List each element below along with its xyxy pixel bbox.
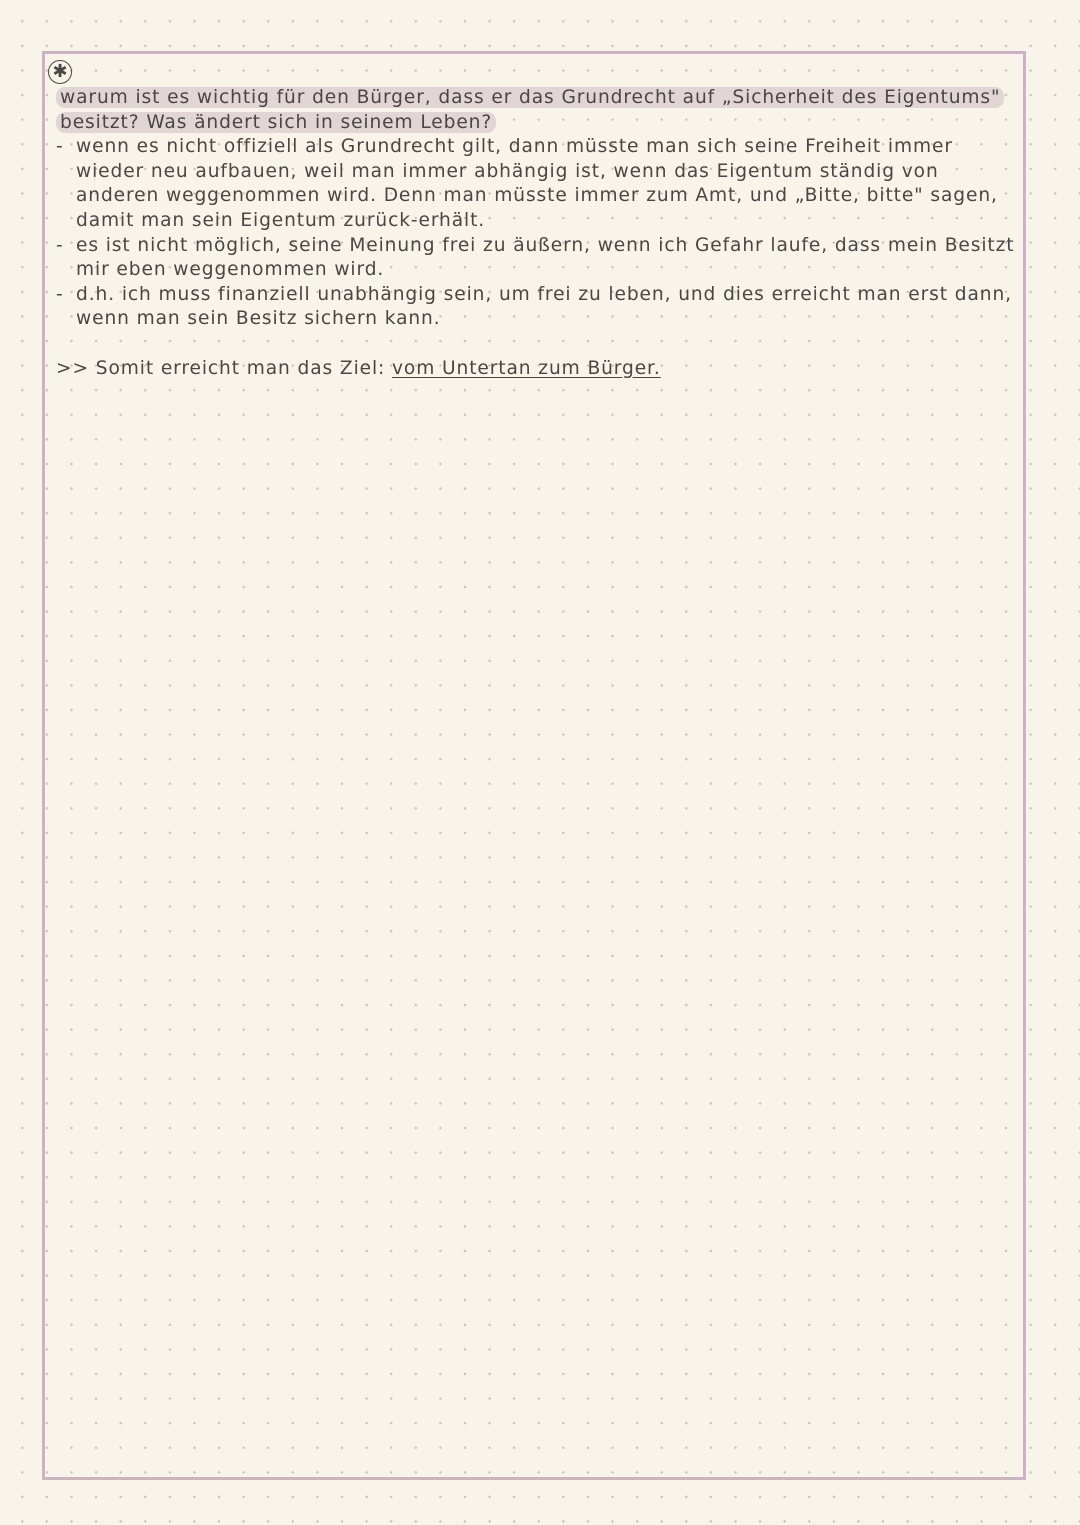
answer-item [56, 283, 1016, 332]
conclusion-goal: vom Untertan zum Bürger. [392, 357, 661, 379]
answer-item [56, 135, 1016, 233]
answer-list [56, 135, 1016, 332]
conclusion [56, 357, 1016, 382]
asterisk-circle-icon: ✱ [48, 60, 72, 84]
answer-text: wenn es nicht offiziell als Grundrecht gilt, dann müsste man sich seine Freiheit immer wieder neu aufbauen, weil man immer abhängig ist, wenn das Eigentum ständig von anderen weggenommen wird. Denn man müsste immer zum Amt, und „Bitte, bitte" sagen, damit man sein Eigentum zurück-erhält. [76, 136, 998, 231]
note-content [56, 86, 1016, 400]
answer-text: es ist nicht möglich, seine Meinung frei zu äußern, wenn ich Gefahr laufe, dass mein Besitzt mir eben weggenommen wird. [76, 234, 1015, 281]
answer-item [56, 234, 1016, 283]
bullet-dash: - [56, 283, 64, 305]
conclusion-prefix: >> Somit erreicht man das Ziel: [56, 357, 386, 379]
question-highlight: warum ist es wichtig für den Bürger, dass er das Grundrecht auf „Sicherheit des Eigentums" besitzt? Was ändert sich in seinem Leben? [56, 87, 1004, 133]
question [56, 86, 1016, 135]
answer-text: d.h. ich muss finanziell unabhängig sein, um frei zu leben, und dies erreicht man erst dann, wenn man sein Besitz sichern kann. [76, 283, 1012, 330]
bullet-dash: - [56, 136, 64, 158]
bullet-dash: - [56, 234, 64, 256]
